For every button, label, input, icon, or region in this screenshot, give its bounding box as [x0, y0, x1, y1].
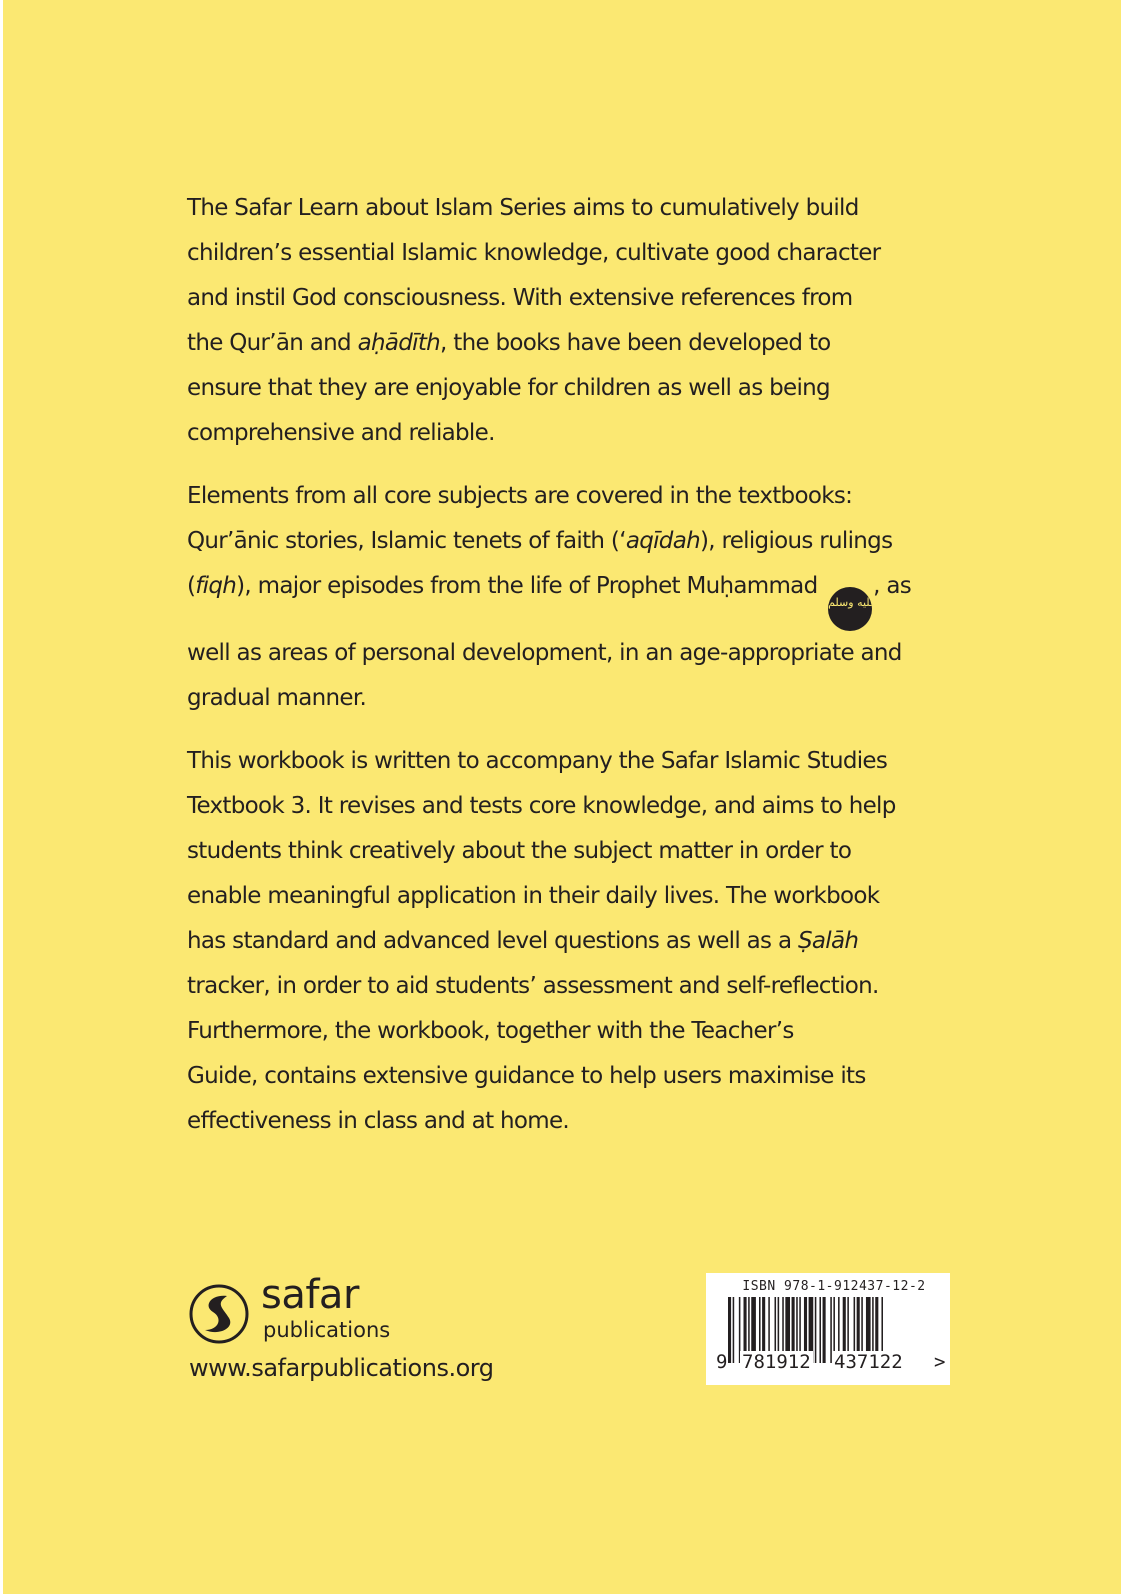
pbuh-icon: صلى الله عليه وسلم — [828, 587, 872, 631]
blurb-line: well as areas of personal development, in an age-appropriate and — [187, 640, 902, 666]
blurb-line: This workbook is written to accompany the Safar Islamic Studies — [187, 748, 888, 774]
publisher-subtitle: publications — [263, 1318, 391, 1342]
blurb-line: students think creatively about the subject matter in order to — [187, 838, 852, 864]
blurb-line: Qur’ānic stories, Islamic tenets of faith (‘aqīdah), religious rulings — [187, 528, 893, 554]
italic-term: aqīdah — [625, 528, 700, 554]
back-cover — [3, 0, 1121, 1594]
blurb-line: Elements from all core subjects are covered in the textbooks: — [187, 483, 853, 509]
barcode-digits-left: 781912 — [742, 1351, 811, 1373]
blurb-line: has standard and advanced level questions as well as a Ṣalāh — [187, 928, 859, 954]
blurb-line: effectiveness in class and at home. — [187, 1108, 570, 1134]
italic-term: fiqh — [195, 573, 237, 599]
barcode-digit-first: 9 — [716, 1351, 728, 1373]
blurb-line: comprehensive and reliable. — [187, 420, 495, 446]
blurb-line: tracker, in order to aid students’ assessment and self-reflection. — [187, 973, 879, 999]
blurb-line: Textbook 3. It revises and tests core knowledge, and aims to help — [187, 793, 896, 819]
blurb-line: and instil God consciousness. With extensive references from — [187, 285, 853, 311]
barcode-arrow: > — [934, 1351, 946, 1373]
isbn-label: ISBN 978-1-912437-12-2 — [742, 1279, 926, 1294]
barcode-digits-right: 437122 — [834, 1351, 903, 1373]
blurb-line: (fiqh), major episodes from the life of Prophet Muḥammad صلى الله عليه وسلم, as — [187, 564, 947, 631]
barcode-digits — [716, 1351, 948, 1377]
italic-term: Ṣalāh — [797, 928, 859, 954]
blurb-line: children’s essential Islamic knowledge, cultivate good character — [187, 240, 881, 266]
blurb-line: Guide, contains extensive guidance to help users maximise its — [187, 1063, 866, 1089]
blurb-line: enable meaningful application in their daily lives. The workbook — [187, 883, 880, 909]
publisher-logo — [189, 1272, 429, 1350]
blurb-line: ensure that they are enjoyable for children as well as being — [187, 375, 830, 401]
safar-logo-icon — [189, 1284, 249, 1344]
isbn-barcode — [706, 1273, 950, 1385]
blurb-line: the Qur’ān and aḥādīth, the books have been developed to — [187, 330, 831, 356]
blurb-text — [187, 186, 947, 1144]
italic-term: aḥādīth — [357, 330, 441, 356]
blurb-line: gradual manner. — [187, 685, 367, 711]
publisher-website[interactable]: www.safarpublications.org — [189, 1354, 494, 1382]
blurb-line: The Safar Learn about Islam Series aims to cumulatively build — [187, 195, 859, 221]
blurb-line: Furthermore, the workbook, together with the Teacher’s — [187, 1018, 794, 1044]
publisher-name: safar — [261, 1272, 359, 1318]
